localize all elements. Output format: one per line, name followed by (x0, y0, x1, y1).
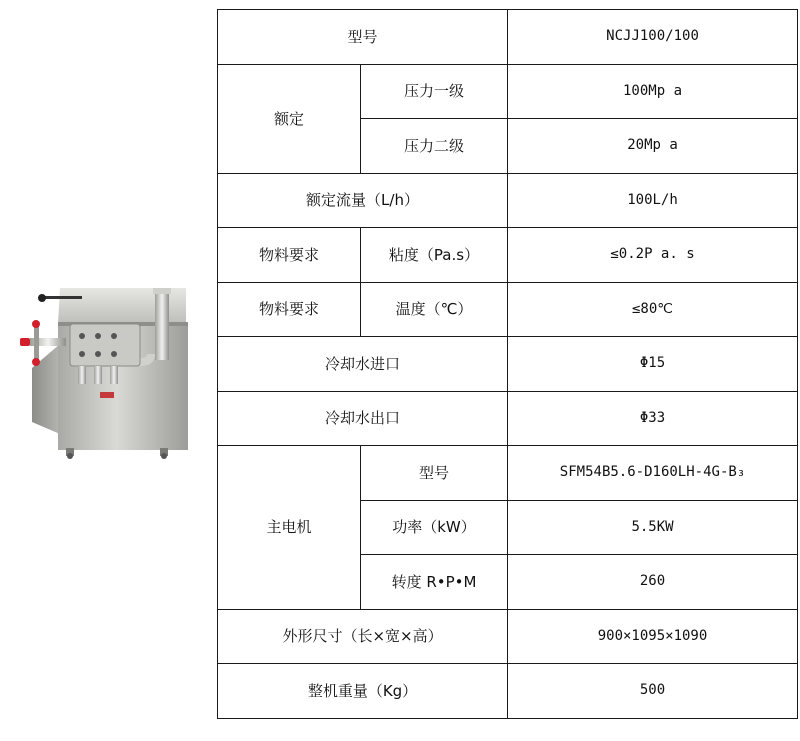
row-dimensions (218, 609, 798, 664)
dimensions-value: 900×1095×1090 (508, 609, 798, 664)
cooling-inlet-value: Φ15 (508, 337, 798, 392)
motor-type-value: SFM54B5.6-D160LH-4G-B₃ (508, 446, 798, 501)
pressure-2-label: 压力二级 (361, 119, 508, 174)
spec-table (217, 9, 798, 719)
cooling-outlet-value: Φ33 (508, 391, 798, 446)
viscosity-label: 粘度（Pa.s） (361, 228, 508, 283)
row-model (218, 10, 798, 65)
row-cooling-inlet (218, 337, 798, 392)
model-value: NCJJ100/100 (508, 10, 798, 65)
flow-label: 额定流量（L/h） (218, 173, 508, 228)
weight-value: 500 (508, 664, 798, 719)
motor-power-label: 功率（kW） (361, 500, 508, 555)
weight-label: 整机重量（Kg） (218, 664, 508, 719)
row-pressure-1 (218, 64, 798, 119)
dimensions-label: 外形尺寸（长×宽×高） (218, 609, 508, 664)
row-motor-type (218, 446, 798, 501)
motor-power-value: 5.5KW (508, 500, 798, 555)
flow-value: 100L/h (508, 173, 798, 228)
rated-label: 额定 (218, 64, 361, 173)
pressure-1-label: 压力一级 (361, 64, 508, 119)
row-flow (218, 173, 798, 228)
cooling-outlet-label: 冷却水出口 (218, 391, 508, 446)
material-requirement-label: 物料要求 (218, 228, 361, 283)
row-cooling-outlet (218, 391, 798, 446)
motor-speed-value: 260 (508, 555, 798, 610)
row-viscosity (218, 228, 798, 283)
main-motor-label: 主电机 (218, 446, 361, 610)
motor-speed-label: 转度 R•P•M (361, 555, 508, 610)
row-temperature (218, 282, 798, 337)
model-label: 型号 (218, 10, 508, 65)
temperature-value: ≤80℃ (508, 282, 798, 337)
cooling-inlet-label: 冷却水进口 (218, 337, 508, 392)
viscosity-value: ≤0.2P a. s (508, 228, 798, 283)
temperature-label: 温度（℃） (361, 282, 508, 337)
pressure-2-value: 20Mp a (508, 119, 798, 174)
pressure-1-value: 100Mp a (508, 64, 798, 119)
motor-type-label: 型号 (361, 446, 508, 501)
homogenizer-machine-image (20, 284, 220, 460)
material-requirement-label: 物料要求 (218, 282, 361, 337)
row-weight (218, 664, 798, 719)
